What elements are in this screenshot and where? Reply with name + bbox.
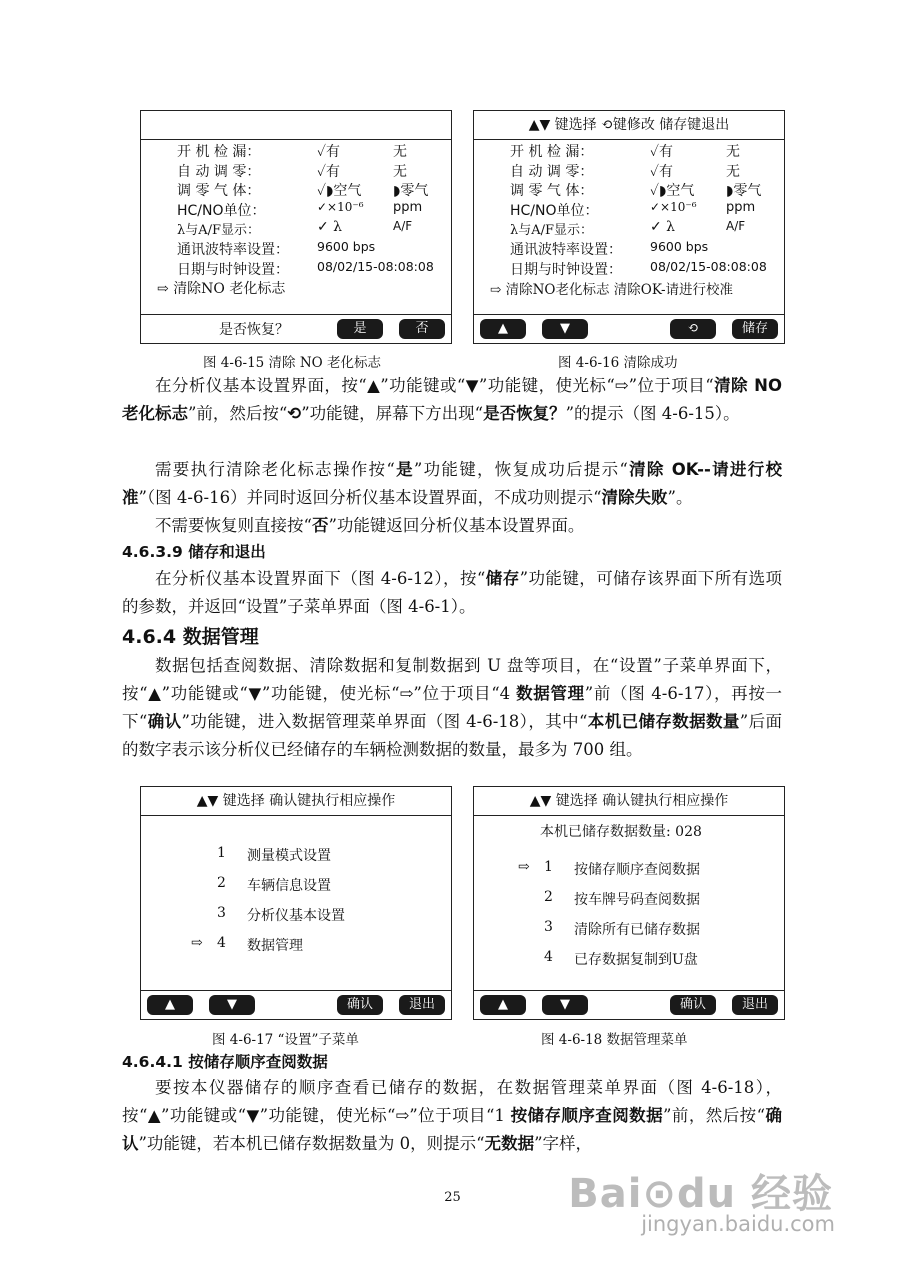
figure-4-6-15-screen: [140, 110, 452, 344]
cursor-arrow-icon: ⇨: [157, 281, 169, 297]
down-button[interactable]: ▼: [542, 995, 588, 1015]
restore-prompt: 是否恢复？: [219, 322, 289, 338]
confirm-button[interactable]: 确认: [337, 995, 383, 1015]
heading-4-6-4: 4.6.4 数据管理: [122, 626, 259, 648]
option-b: ◗零气: [393, 183, 429, 199]
setting-row: 自 动 调 零：: [177, 164, 261, 180]
no-button[interactable]: 否: [399, 319, 445, 339]
menu-item-label: 已存数据复制到U盘: [574, 952, 698, 968]
up-button[interactable]: ▲: [147, 995, 193, 1015]
clear-ok-item: 清除NO老化标志 清除OK-请进行校准: [505, 282, 734, 298]
figure-4-6-17-screen: [140, 786, 452, 1020]
setting-row: λ与A/F显示：: [510, 223, 594, 238]
menu-item-2[interactable]: 2: [544, 889, 553, 905]
option-a: 08/02/15-08:08:08: [650, 259, 767, 274]
option-b: 无: [726, 144, 740, 160]
caption-4-6-15: 图 4-6-15 清除 NO 老化标志: [203, 355, 382, 371]
cursor-row: [490, 278, 733, 298]
paragraph-4: 在分析仪基本设置界面下（图 4-6-12），按“储存”功能键，可储存该界面下所有选项的参数，并返回“设置”子菜单界面（图 4-6-1）。: [122, 569, 783, 616]
yes-button[interactable]: 是: [337, 319, 383, 339]
paragraph-2: 需要执行清除老化标志操作按“是”功能键，恢复成功后提示“清除 OK--请进行校准”（图 4-6-16）并同时返回分析仪基本设置界面，不成功则提示“清除失败”。: [122, 460, 783, 507]
menu-item-3[interactable]: 3: [544, 919, 553, 935]
option-a: ✓ λ: [650, 219, 676, 235]
save-button[interactable]: 储存: [732, 319, 778, 339]
exit-button[interactable]: 退出: [732, 995, 778, 1015]
heading-4-6-4-1: 4.6.4.1 按储存顺序查阅数据: [122, 1053, 328, 1071]
cursor-arrow-icon: ⇨: [191, 935, 203, 951]
caption-4-6-16: 图 4-6-16 清除成功: [558, 355, 678, 371]
option-b: A/F: [726, 219, 746, 233]
stored-count: 本机已储存数据数量: 028: [540, 824, 702, 840]
setting-row: HC/NO单位：: [177, 203, 266, 219]
option-b: 无: [726, 164, 740, 180]
confirm-button[interactable]: 确认: [670, 995, 716, 1015]
menu-item-1[interactable]: 1: [217, 845, 226, 861]
option-b: ppm: [393, 200, 423, 215]
baidu-watermark-url: jingyan.baidu.com: [641, 1212, 835, 1236]
menu-item-label: 数据管理: [247, 938, 303, 954]
setting-row: 通讯波特率设置：: [510, 242, 622, 258]
option-a: ✓有: [650, 144, 674, 160]
screen-footer: [474, 990, 784, 1019]
screen-footer: [474, 314, 784, 343]
option-a: ✓◗空气: [317, 183, 362, 199]
baidu-watermark-logo: Bai⊙du 经验: [568, 1171, 833, 1217]
clear-no-aging-item: 清除NO 老化标志: [173, 281, 286, 297]
option-a: ✓◗空气: [650, 183, 695, 199]
cursor-row: [157, 278, 285, 298]
screen-footer: [141, 314, 451, 343]
up-button[interactable]: ▲: [480, 319, 526, 339]
caption-4-6-17: 图 4-6-17 “设置”子菜单: [212, 1032, 359, 1048]
modify-button[interactable]: ⟲: [670, 319, 716, 339]
exit-button[interactable]: 退出: [399, 995, 445, 1015]
menu-item-2[interactable]: 2: [217, 875, 226, 891]
menu-item-label: 车辆信息设置: [247, 878, 331, 894]
setting-row: λ与A/F显示：: [177, 223, 261, 238]
option-b: ppm: [726, 200, 756, 215]
setting-row: 日期与时钟设置：: [177, 262, 289, 278]
paragraph-6: 要按本仪器储存的顺序查看已储存的数据，在数据管理菜单界面（图 4-6-18），按“▲”功能键或“▼”功能键，使光标“⇨”位于项目“1 按储存顺序查阅数据”前，然后按“确认”功能键，若本机已储存数据数量为 0，则提示“无数据”字样，: [122, 1078, 783, 1153]
paragraph-3: 不需要恢复则直接按“否”功能键返回分析仪基本设置界面。: [155, 516, 585, 535]
option-a: ✓有: [650, 164, 674, 180]
option-a: ✓ λ: [317, 219, 343, 235]
option-a: ✓有: [317, 144, 341, 160]
menu-item-label: 测量模式设置: [247, 848, 331, 864]
caption-4-6-18: 图 4-6-18 数据管理菜单: [541, 1032, 688, 1048]
page-number: 25: [444, 1190, 461, 1205]
setting-row: 开 机 检 漏：: [510, 144, 594, 160]
menu-item-4[interactable]: 4: [217, 935, 226, 951]
menu-item-label: 按车牌号码查阅数据: [574, 892, 700, 908]
figure-4-6-16-screen: [473, 110, 785, 344]
menu-item-4[interactable]: 4: [544, 949, 553, 965]
setting-row: 自 动 调 零：: [510, 164, 594, 180]
setting-row: 开 机 检 漏：: [177, 144, 261, 160]
screen-header: ▲▼ 键选择 ⟲键修改 储存键退出: [474, 111, 784, 140]
option-a: ✓×10⁻⁶: [650, 200, 697, 214]
setting-row: 日期与时钟设置：: [510, 262, 622, 278]
setting-row: HC/NO单位：: [510, 203, 599, 219]
option-a: ✓×10⁻⁶: [317, 200, 364, 214]
paragraph-1: 在分析仪基本设置界面，按“▲”功能键或“▼”功能键，使光标“⇨”位于项目“清除 NO 老化标志”前，然后按“⟲”功能键，屏幕下方出现“是否恢复？”的提示（图 4-6-15）。: [122, 376, 782, 423]
cursor-arrow-icon: ⇨: [518, 859, 530, 875]
option-a: 9600 bps: [317, 239, 376, 254]
menu-item-label: 分析仪基本设置: [247, 908, 345, 924]
setting-row: 调 零 气 体：: [510, 183, 594, 199]
option-b: ◗零气: [726, 183, 762, 199]
down-button[interactable]: ▼: [542, 319, 588, 339]
cursor-arrow-icon: ⇨: [490, 282, 502, 298]
setting-row: 调 零 气 体：: [177, 183, 261, 199]
option-a: 9600 bps: [650, 239, 709, 254]
option-a: 08/02/15-08:08:08: [317, 259, 434, 274]
up-button[interactable]: ▲: [480, 995, 526, 1015]
option-a: ✓有: [317, 164, 341, 180]
menu-item-label: 按储存顺序查阅数据: [574, 862, 700, 878]
option-b: 无: [393, 164, 407, 180]
option-b: A/F: [393, 219, 413, 233]
heading-4-6-3-9: 4.6.3.9 储存和退出: [122, 543, 266, 561]
screen-header: ▲▼ 键选择 确认键执行相应操作: [141, 787, 451, 816]
screen-footer: [141, 990, 451, 1019]
menu-item-3[interactable]: 3: [217, 905, 226, 921]
setting-row: 通讯波特率设置：: [177, 242, 289, 258]
screen-header: ▲▼ 键选择 确认键执行相应操作: [474, 787, 784, 816]
figure-4-6-18-screen: [473, 786, 785, 1020]
down-button[interactable]: ▼: [209, 995, 255, 1015]
paragraph-5: 数据包括查阅数据、清除数据和复制数据到 U 盘等项目，在“设置”子菜单界面下，按“▲”功能键或“▼”功能键，使光标“⇨”位于项目“4 数据管理”前（图 4-6-17），再按一下“确认”功能键，进入数据管理菜单界面（图 4-6-18），其中“本机已储存数据数量”后面的数字表示该分析仪已经储存的车辆检测数据的数量，最多为 700 组。: [122, 656, 783, 759]
menu-item-1[interactable]: 1: [544, 859, 553, 875]
option-b: 无: [393, 144, 407, 160]
menu-item-label: 清除所有已储存数据: [574, 922, 700, 938]
screen-header-empty: [141, 111, 451, 140]
